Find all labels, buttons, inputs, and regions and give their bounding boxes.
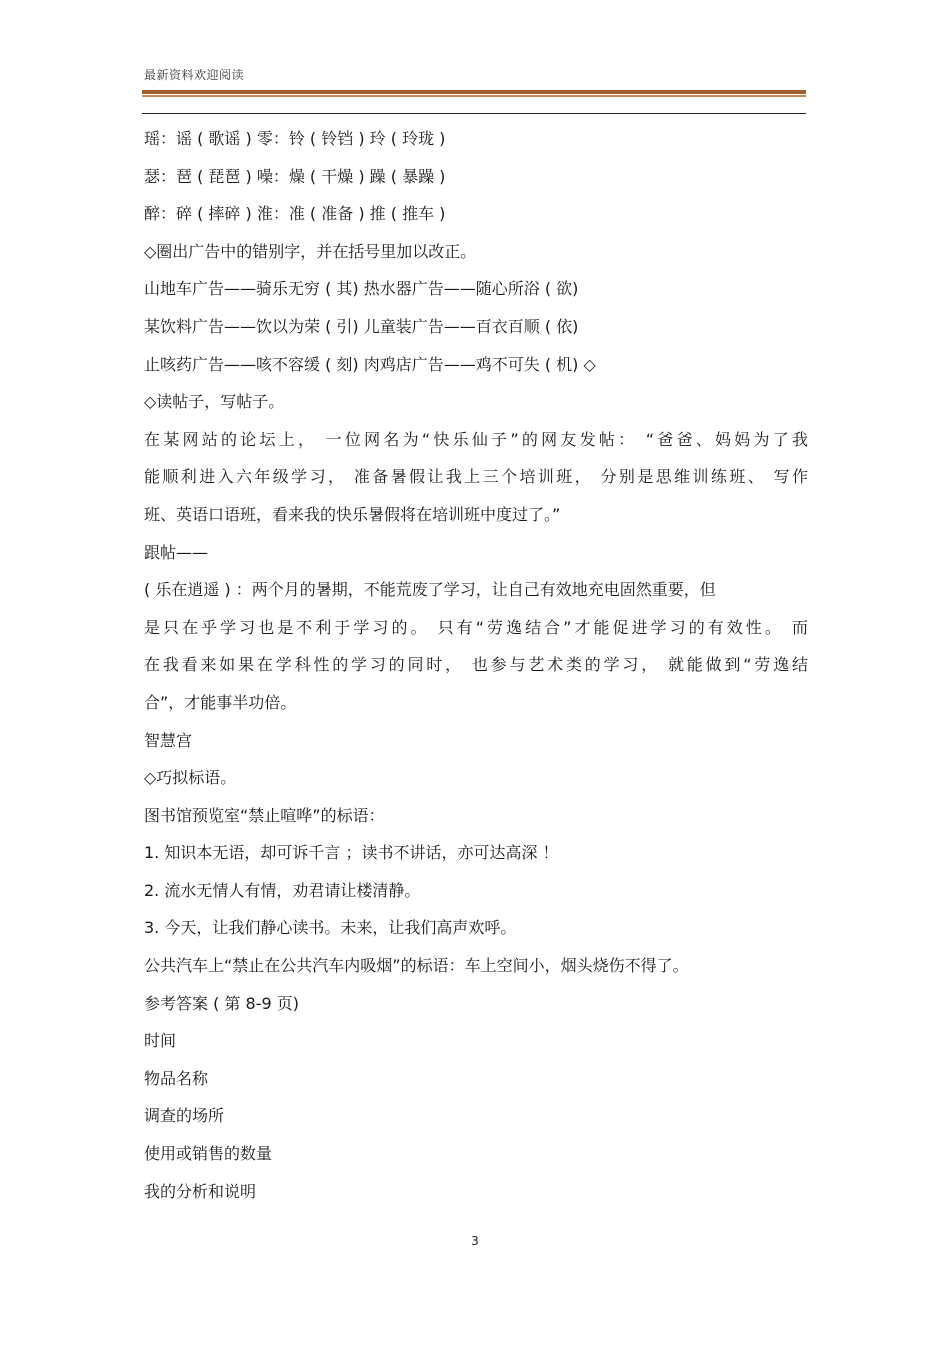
page-header: 最新资料欢迎阅读 bbox=[144, 68, 245, 82]
list-item: 1. 知识本无语，却可诉千言 ；读书不讲话，亦可达高深 ！ bbox=[144, 843, 559, 863]
text-line: 物品名称 bbox=[144, 1068, 209, 1088]
paragraph-line: 能顺利进入六年级学习， 准备暑假让我上三个培训班， 分别是思维训练班、 写作 bbox=[144, 467, 808, 487]
section-heading: ◇巧拟标语。 bbox=[144, 768, 237, 788]
text-line: 跟帖—— bbox=[144, 542, 209, 562]
text-line: 时间 bbox=[144, 1031, 177, 1051]
section-heading: ◇圈出广告中的错别字，并在括号里加以改正。 bbox=[144, 241, 477, 261]
document-body bbox=[144, 120, 808, 1210]
text-line: 使用或销售的数量 bbox=[144, 1144, 273, 1164]
text-line: 瑶：谣 ( 歌谣 ) 零：铃 ( 铃铛 ) 玲 ( 玲珑 ) bbox=[144, 129, 446, 148]
text-line: 公共汽车上“禁止在公共汽车内吸烟”的标语：车上空间小，烟头烧伤不得了。 bbox=[144, 956, 689, 976]
header-rule-accent bbox=[142, 95, 806, 97]
header-rule-thin bbox=[142, 113, 806, 114]
section-title: 参考答案 ( 第 8-9 页) bbox=[144, 993, 299, 1013]
text-line: 山地车广告——骑乐无穷 ( 其) 热水器广告——随心所浴 ( 欲) bbox=[144, 279, 579, 299]
section-title: 智慧宫 bbox=[144, 730, 193, 750]
text-line: 图书馆预览室“禁止喧哗”的标语： bbox=[144, 805, 385, 825]
section-heading: ◇读帖子，写帖子。 bbox=[144, 392, 285, 412]
paragraph-line: 合”，才能事半功倍。 bbox=[144, 692, 297, 712]
list-item: 3. 今天，让我们静心读书。未来，让我们高声欢呼。 bbox=[144, 918, 517, 938]
text-line: 醉：碎 ( 摔碎 ) 淮：准 ( 准备 ) 推 ( 推车 ) bbox=[144, 204, 446, 224]
paragraph-line: 是只在乎学习也是不利于学习的。 只有“劳逸结合”才能促进学习的有效性。 而 bbox=[144, 617, 808, 637]
text-line: 调查的场所 bbox=[144, 1106, 225, 1126]
text-line: 止咳药广告——咳不容缓 ( 刻) 肉鸡店广告——鸡不可失 ( 机) ◇ bbox=[144, 354, 596, 374]
text-line: 我的分析和说明 bbox=[144, 1181, 257, 1201]
text-line: 瑟：琶 ( 琵琶 ) 噪：燥 ( 干燥 ) 躁 ( 暴躁 ) bbox=[144, 166, 446, 186]
header-rule-thick bbox=[142, 90, 806, 94]
paragraph-line: 在我看来如果在学科性的学习的同时， 也参与艺术类的学习， 就能做到“劳逸结 bbox=[144, 655, 808, 675]
paragraph-line: 班、英语口语班，看来我的快乐暑假将在培训班中度过了。” bbox=[144, 504, 561, 524]
list-item: 2. 流水无情人有情，劝君请让楼清静。 bbox=[144, 880, 421, 900]
paragraph-line: ( 乐在逍遥 ) ：两个月的暑期，不能荒废了学习，让自己有效地充电固然重要，但 bbox=[144, 580, 716, 600]
paragraph-line: 在某网站的论坛上， 一位网名为“快乐仙子”的网友发帖： “爸爸、妈妈为了我 bbox=[144, 429, 808, 449]
text-line: 某饮料广告——饮以为荣 ( 引) 儿童装广告——百衣百顺 ( 依) bbox=[144, 316, 579, 336]
page-number: 3 bbox=[471, 1234, 479, 1248]
